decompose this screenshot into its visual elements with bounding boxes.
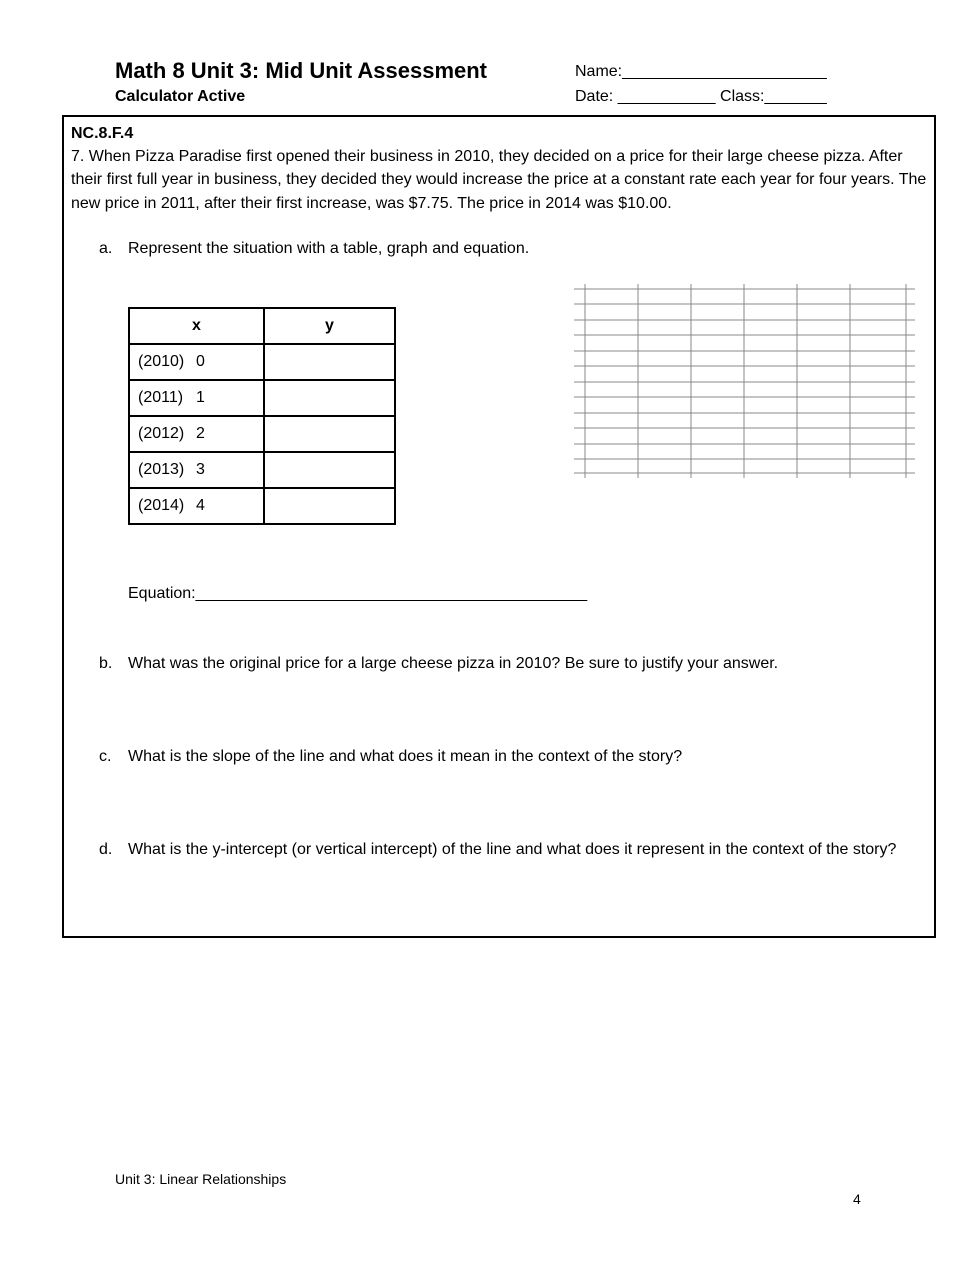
page-subtitle: Calculator Active	[115, 88, 246, 105]
part-text: What is the y-intercept (or vertical intercept) of the line and what does it represent in the context of the story?	[128, 841, 897, 858]
table-row	[129, 380, 395, 416]
year-label: (2010)	[138, 353, 185, 370]
year-label: (2014)	[138, 497, 185, 514]
name-field: Name:_______________________	[575, 63, 827, 80]
y-value-cell[interactable]	[264, 416, 395, 452]
grid-vertical-lines	[585, 284, 906, 478]
date-class-field: Date: ___________ Class:_______	[575, 88, 827, 105]
x-value: 1	[196, 389, 205, 406]
part-letter: a.	[99, 240, 113, 257]
x-value: 3	[196, 461, 205, 478]
part-text: What was the original price for a large cheese pizza in 2010? Be sure to justify your answer.	[128, 655, 779, 672]
year-label: (2011)	[138, 389, 184, 406]
x-value: 4	[196, 497, 205, 514]
table-row	[129, 416, 395, 452]
y-value-cell[interactable]	[264, 344, 395, 380]
x-value: 2	[196, 425, 205, 442]
part-letter: c.	[99, 748, 112, 765]
part-letter: d.	[99, 841, 113, 858]
year-label: (2013)	[138, 461, 185, 478]
equation-line: Equation:____________________________________________	[128, 585, 588, 602]
y-value-cell[interactable]	[264, 380, 395, 416]
table-row	[129, 488, 395, 524]
y-value-cell[interactable]	[264, 488, 395, 524]
page-number: 4	[853, 1191, 861, 1207]
table-row	[129, 344, 395, 380]
x-value: 0	[196, 353, 205, 370]
x-header: x	[129, 308, 264, 344]
footer-unit: Unit 3: Linear Relationships	[115, 1171, 287, 1187]
page-title: Math 8 Unit 3: Mid Unit Assessment	[115, 58, 488, 83]
table-row	[129, 452, 395, 488]
part-text: What is the slope of the line and what does it mean in the context of the story?	[128, 748, 683, 765]
part-text: Represent the situation with a table, graph and equation.	[128, 240, 530, 257]
year-label: (2012)	[138, 425, 185, 442]
standard-code: NC.8.F.4	[71, 125, 134, 142]
question-stem: 7. When Pizza Paradise first opened their business in 2010, they decided on a price for their large cheese pizza. After their first full year in business, they decided they would increase the price at a constant rate each year for four years. The new price in 2011, after their first increase, was $7.75. The price in 2014 was $10.00.	[71, 148, 927, 212]
xy-table	[128, 307, 396, 525]
part-letter: b.	[99, 655, 113, 672]
blank-graph-grid	[574, 284, 919, 480]
y-header: y	[264, 308, 395, 344]
y-value-cell[interactable]	[264, 452, 395, 488]
table-header-row	[129, 308, 395, 344]
